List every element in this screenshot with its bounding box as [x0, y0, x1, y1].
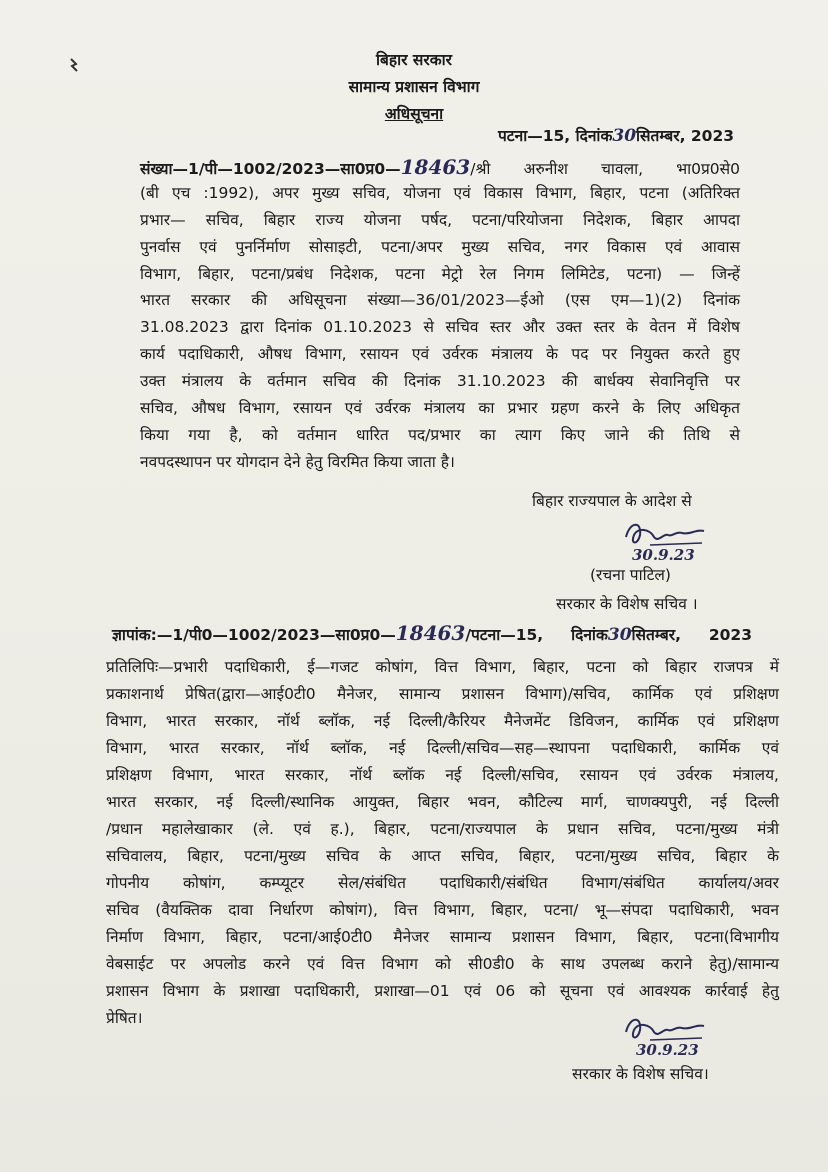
notification-ref-prefix: संख्या—1/पी—1002/2023—सा0प्र0— — [140, 160, 401, 178]
memo-line: गोपनीय कोषांग, कम्प्यूटर सेल/संबंधित पदाधिकारी/संबंधित विभाग/संबंधित कार्यालय/अवर — [106, 874, 779, 892]
memo-date-suffix: सितम्बर, 2023 — [631, 626, 753, 644]
notification-line: 31.08.2023 द्वारा दिनांक 01.10.2023 से सचिव स्तर और उक्त स्तर के वेतन में विशेष — [140, 318, 740, 336]
memo-line: प्रतिलिपिः—प्रभारी पदाधिकारी, ई—गजट कोषांग, वित्त विभाग, बिहार, पटना को बिहार राजपत्र में — [106, 658, 779, 676]
memo-line: प्रशिक्षण विभाग, भारत सरकार, नॉर्थ ब्लॉक नई दिल्ली/सचिव, रसायन एवं उर्वरक मंत्रालय, — [106, 766, 779, 784]
memo-line: वेबसाईट पर अपलोड करने एवं वित्त विभाग को सी0डी0 के साथ उपलब्ध कराने हेतु)/सामान्य — [106, 955, 779, 973]
document-type: अधिसूचना — [384, 105, 444, 123]
notification-line: किया गया है, को वर्तमान धारित पद/प्रभार का त्याग किए जाने की तिथि से — [140, 426, 740, 444]
signature2-date: 30.9.23 — [636, 1041, 699, 1059]
notification-line: सचिव, औषध विभाग, रसायन एवं उर्वरक मंत्रालय का प्रभार ग्रहण करने के लिए अधिकृत — [140, 399, 740, 417]
signature1-date: 30.9.23 — [632, 546, 695, 564]
signatory-designation: सरकार के विशेष सचिव । — [556, 595, 698, 613]
memo-date-day: 30 — [607, 625, 632, 645]
memo-line: /प्रधान महालेखाकार (ले. एवं ह.), बिहार, पटना/राज्यपाल के प्रधान सचिव, पटना/मुख्य मंत्री — [106, 820, 779, 838]
government-name: बिहार सरकार — [376, 51, 452, 69]
signatory2-designation: सरकार के विशेष सचिव। — [572, 1065, 709, 1083]
notification-line: भारत सरकार की अधिसूचना संख्या—36/01/2023—ईओ (एस एम—1)(2) दिनांक — [140, 291, 740, 309]
order-line: बिहार राज्यपाल के आदेश से — [532, 492, 692, 510]
memo-ref-prefix: ज्ञापांक:—1/पी0—1002/2023—सा0प्र0— — [112, 626, 396, 644]
memo-line: भारत सरकार, नई दिल्ली/स्थानिक आयुक्त, बिहार भवन, कौटिल्य मार्ग, चाणक्यपुरी, नई दिल्ली — [106, 793, 779, 811]
notification-line: प्रभार— सचिव, बिहार राज्य योजना पर्षद, पटना/परियोजना निदेशक, बिहार आपदा — [140, 211, 740, 229]
memo-ref-line — [112, 623, 752, 645]
notification-line: उक्त मंत्रालय के वर्तमान सचिव की दिनांक 31.10.2023 की बार्धक्य सेवानिवृत्ति पर — [140, 372, 740, 390]
memo-line: सचिव (वैयक्तिक दावा निर्धारण कोषांग), वित्त विभाग, बिहार, पटना/ भू—संपदा पदाधिकारी, भवन — [106, 901, 779, 919]
top-date — [498, 126, 734, 146]
memo-ref-number: 18463 — [395, 621, 466, 645]
top-date-suffix: सितम्बर, 2023 — [636, 127, 735, 145]
notification-ref-line — [140, 157, 740, 179]
notification-line: पुनर्वास एवं पुनर्निर्माण सोसाइटी, पटना/अपर मुख्य सचिव, नगर विकास एवं आवास — [140, 238, 740, 256]
notification-line-0: /श्री अरुनीश चावला, भा0प्र0से0 — [470, 160, 740, 178]
memo-line: प्रेषित। — [106, 1009, 143, 1027]
memo-line: विभाग, भारत सरकार, नॉर्थ ब्लॉक, नई दिल्ली/सचिव—सह—स्थापना पदाधिकारी, कार्मिक एवं — [106, 739, 779, 757]
memo-line: सचिवालय, बिहार, पटना/मुख्य सचिव के आप्त सचिव, बिहार, पटना/मुख्य सचिव, बिहार के — [106, 847, 779, 865]
top-date-day: 30 — [612, 126, 637, 146]
signatory-name: (रचना पाटिल) — [590, 566, 671, 584]
department-name: सामान्य प्रशासन विभाग — [348, 78, 480, 96]
notification-line: नवपदस्थापन पर योगदान देने हेतु विरमित किया जाता है। — [140, 453, 455, 471]
notification-ref-number: 18463 — [400, 155, 471, 179]
memo-date-prefix: /पटना—15, दिनांक — [465, 626, 608, 644]
notification-line: (बी एच :1992), अपर मुख्य सचिव, योजना एवं विकास विभाग, बिहार, पटना (अतिरिक्त — [140, 184, 740, 202]
memo-line: विभाग, भारत सरकार, नॉर्थ ब्लॉक, नई दिल्ली/कैरियर मैनेजमेंट डिविजन, कार्मिक एवं प्रशिक्षण — [106, 712, 779, 730]
memo-line: निर्माण विभाग, बिहार, पटना/आई0टी0 मैनेजर सामान्य प्रशासन विभाग, बिहार, पटना(विभागीय — [106, 928, 779, 946]
notification-line: विभाग, बिहार, पटना/प्रबंध निदेशक, पटना मेट्रो रेल निगम लिमिटेड, पटना) — जिन्हें — [140, 265, 740, 283]
memo-line: प्रकाशनार्थ प्रेषित(द्वारा—आई0टी0 मैनेजर, सामान्य प्रशासन विभाग)/सचिव, कार्मिक एवं प्रशिक्षण — [106, 685, 779, 703]
memo-line: प्रशासन विभाग के प्रशाखा पदाधिकारी, प्रशाखा—01 एवं 06 को सूचना एवं आवश्यक कार्रवाई हेतु — [106, 982, 779, 1000]
notification-line: कार्य पदाधिकारी, औषध विभाग, रसायन एवं उर्वरक मंत्रालय के पद पर नियुक्त करते हुए — [140, 345, 740, 363]
top-date-prefix: पटना—15, दिनांक — [498, 127, 613, 145]
